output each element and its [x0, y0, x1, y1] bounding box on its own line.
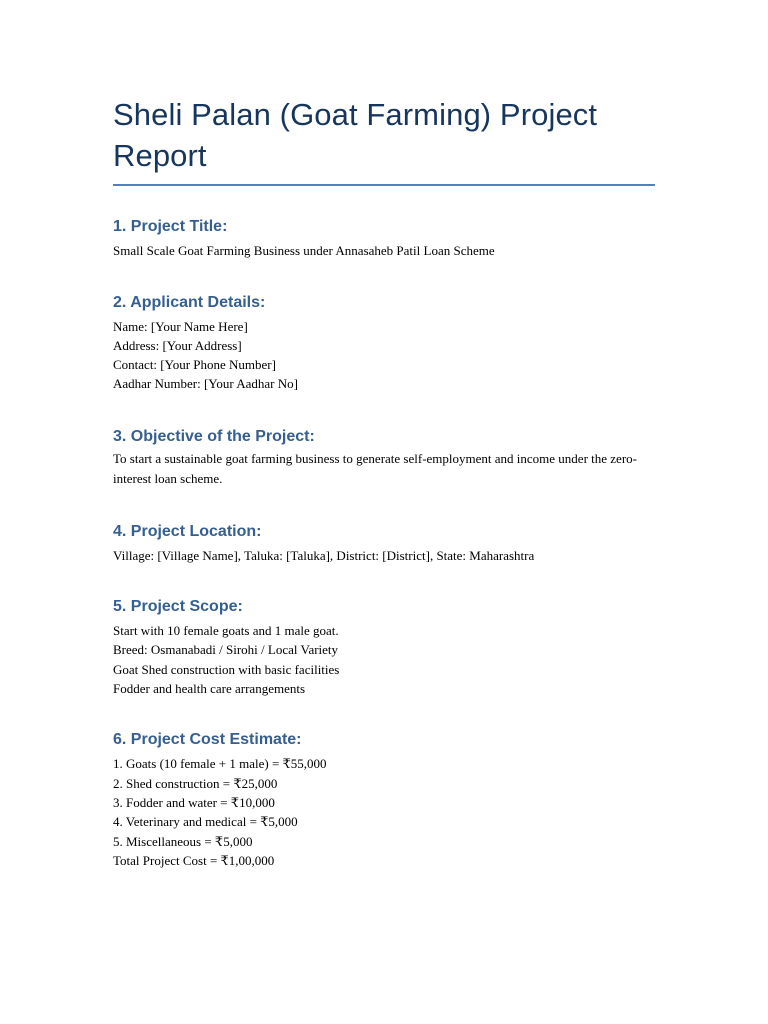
- section-location: [113, 522, 655, 567]
- document-content: [113, 94, 655, 870]
- title-underline-rule: [113, 184, 655, 186]
- section-text: Small Scale Goat Farming Business under Annasaheb Patil Loan Scheme: [113, 243, 495, 258]
- section-heading: 2. Applicant Details:: [113, 293, 266, 311]
- list-line: Breed: Osmanabadi / Sirohi / Local Variety: [113, 642, 339, 658]
- list-line: Aadhar Number: [Your Aadhar No]: [113, 376, 298, 392]
- document-title: Sheli Palan (Goat Farming) Project Report: [113, 97, 598, 173]
- list-line: Address: [Your Address]: [113, 337, 242, 353]
- list-line-total: Total Project Cost = ₹1,00,000: [113, 852, 275, 868]
- list-line: Contact: [Your Phone Number]: [113, 357, 276, 373]
- list-line: Name: [Your Name Here]: [113, 318, 248, 334]
- section-heading: 4. Project Location:: [113, 522, 262, 540]
- section-heading: 6. Project Cost Estimate:: [113, 731, 302, 749]
- section-text: Village: [Village Name], Taluka: [Taluka], District: [District], State: Maharashtra: [113, 547, 535, 563]
- list-line: Fodder and health care arrangements: [113, 681, 306, 697]
- cost-estimate-list: [113, 754, 655, 870]
- scope-list: [113, 621, 655, 698]
- section-scope: [113, 597, 655, 698]
- section-text: To start a sustainable goat farming business to generate self-employment and income under the zero-interest loan scheme.: [113, 450, 637, 487]
- section-heading: 3. Objective of the Project:: [113, 427, 315, 445]
- list-line: 4. Veterinary and medical = ₹5,000: [113, 814, 298, 830]
- section-objective: [113, 427, 655, 490]
- applicant-details-list: [113, 317, 655, 394]
- section-heading: 1. Project Title:: [113, 218, 228, 235]
- list-line: 5. Miscellaneous = ₹5,000: [113, 833, 253, 849]
- section-cost-estimate: [113, 730, 655, 870]
- section-applicant-details: [113, 293, 655, 394]
- list-line: 1. Goats (10 female + 1 male) = ₹55,000: [113, 756, 327, 772]
- list-line: Goat Shed construction with basic facilities: [113, 661, 340, 677]
- list-line: 2. Shed construction = ₹25,000: [113, 775, 278, 791]
- list-line: 3. Fodder and water = ₹10,000: [113, 794, 275, 810]
- section-project-title: [113, 217, 655, 262]
- list-line: Start with 10 female goats and 1 male goat.: [113, 623, 339, 639]
- section-heading: 5. Project Scope:: [113, 598, 243, 616]
